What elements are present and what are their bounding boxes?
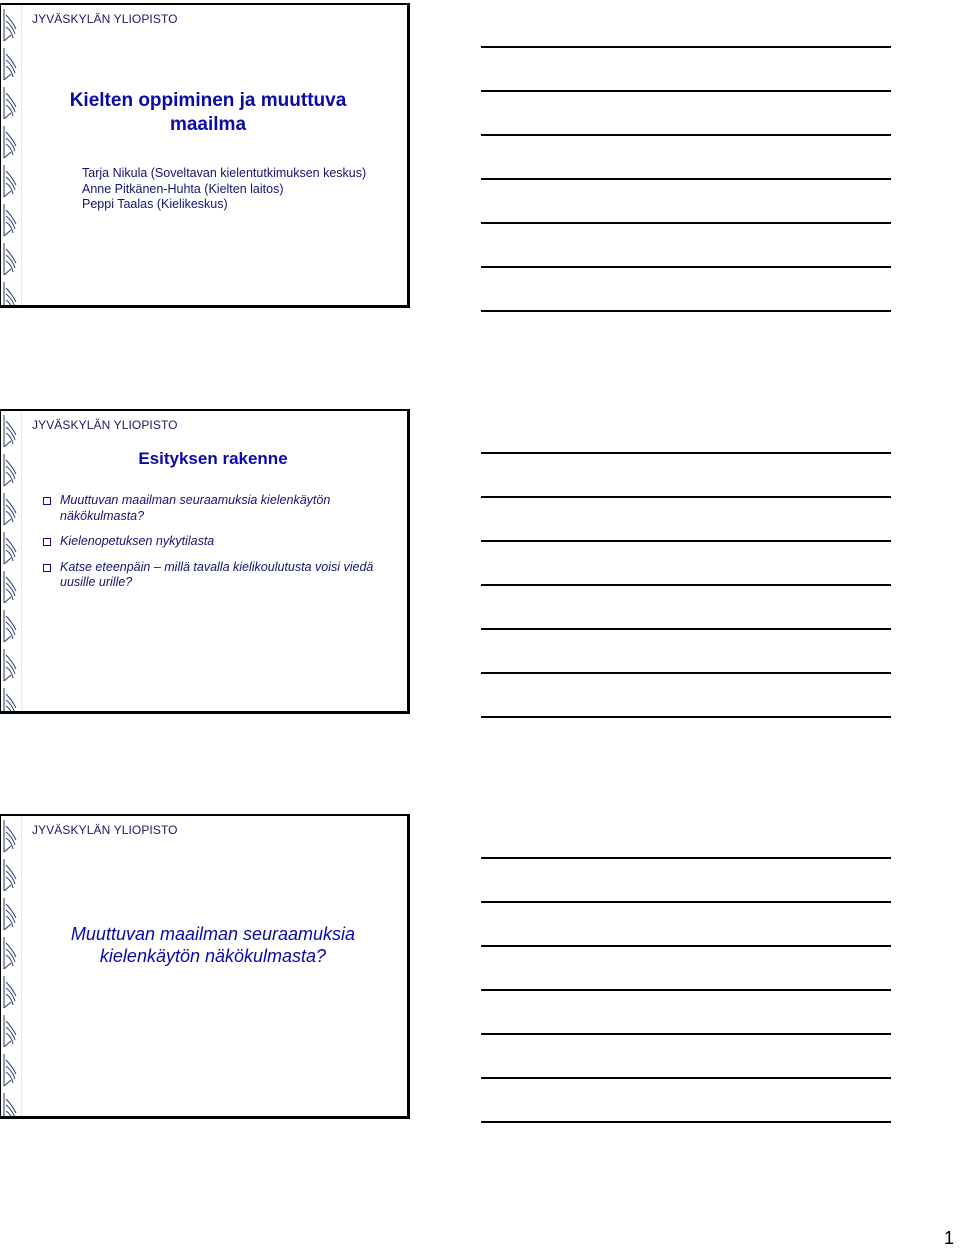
logo-mark [4, 976, 16, 1008]
note-line [481, 901, 891, 903]
logo-mark [4, 820, 16, 852]
note-line [481, 857, 891, 859]
slide-3 [0, 814, 410, 1119]
logo-mark [4, 204, 16, 236]
university-logo-strip [1, 411, 22, 711]
university-logo-icon [1, 816, 21, 1116]
logo-mark [4, 87, 16, 119]
slide-title: Muuttuvan maailman seuraamuksia kielenkäytön näkökulmasta? [70, 924, 356, 966]
logo-mark [4, 649, 16, 681]
note-line [481, 1033, 891, 1035]
bullet-list [41, 493, 401, 591]
note-line [481, 628, 891, 630]
logo-mark [4, 165, 16, 197]
logo-mark [4, 937, 16, 969]
note-line [481, 452, 891, 454]
logo-mark [4, 48, 16, 80]
note-line [481, 266, 891, 268]
logo-mark [4, 532, 16, 564]
university-logo-icon [1, 411, 21, 711]
university-logo-strip [1, 816, 22, 1116]
note-line [481, 310, 891, 312]
slide-title: Esityksen rakenne [138, 449, 288, 468]
bullet-square-icon [43, 497, 51, 505]
logo-mark [4, 1054, 16, 1086]
note-line [481, 90, 891, 92]
note-line [481, 222, 891, 224]
author-line: Peppi Taalas (Kielikeskus) [82, 197, 228, 211]
logo-mark [4, 1015, 16, 1047]
note-line [481, 1077, 891, 1079]
note-line [481, 716, 891, 718]
university-name: JYVÄSKYLÄN YLIOPISTO [32, 12, 178, 26]
note-line [481, 496, 891, 498]
logo-mark [4, 859, 16, 891]
logo-mark [4, 243, 16, 275]
bullet-item [41, 534, 401, 550]
logo-mark [4, 493, 16, 525]
bullet-text: Katse eteenpäin – millä tavalla kielikoulutusta voisi viedä uusille urille? [60, 559, 374, 589]
note-line [481, 584, 891, 586]
university-logo-icon [1, 5, 21, 305]
note-line [481, 945, 891, 947]
logo-mark [4, 454, 16, 486]
logo-mark [4, 688, 16, 711]
logo-mark [4, 415, 16, 447]
logo-mark [4, 898, 16, 930]
note-line [481, 672, 891, 674]
slide-1 [0, 3, 410, 308]
logo-mark [4, 571, 16, 603]
author-line: Anne Pitkänen-Huhta (Kielten laitos) [82, 181, 284, 196]
university-logo-strip [1, 5, 22, 305]
note-line [481, 134, 891, 136]
logo-mark [4, 126, 16, 158]
bullet-square-icon [43, 538, 51, 546]
bullet-text: Kielenopetuksen nykytilasta [60, 534, 215, 548]
note-line [481, 178, 891, 180]
slide-2 [0, 409, 410, 714]
author-line: Tarja Nikula (Soveltavan kielentutkimuksen keskus) [82, 166, 367, 180]
bullet-text: Muuttuvan maailman seuraamuksia kielenkäytön näkökulmasta? [60, 493, 331, 523]
logo-mark [4, 282, 16, 305]
note-line [481, 46, 891, 48]
logo-mark [4, 1093, 16, 1116]
university-name: JYVÄSKYLÄN YLIOPISTO [32, 418, 178, 432]
bullet-square-icon [43, 564, 51, 572]
note-line [481, 989, 891, 991]
university-name: JYVÄSKYLÄN YLIOPISTO [32, 823, 178, 837]
logo-mark [4, 610, 16, 642]
logo-mark [4, 9, 16, 41]
note-line [481, 540, 891, 542]
page-number: 1 [943, 1228, 954, 1248]
bullet-item [41, 493, 401, 524]
author-list [82, 166, 366, 213]
note-line [481, 1121, 891, 1123]
slide-title: Kielten oppiminen ja muuttuva maailma [69, 90, 347, 135]
bullet-item [41, 560, 401, 591]
